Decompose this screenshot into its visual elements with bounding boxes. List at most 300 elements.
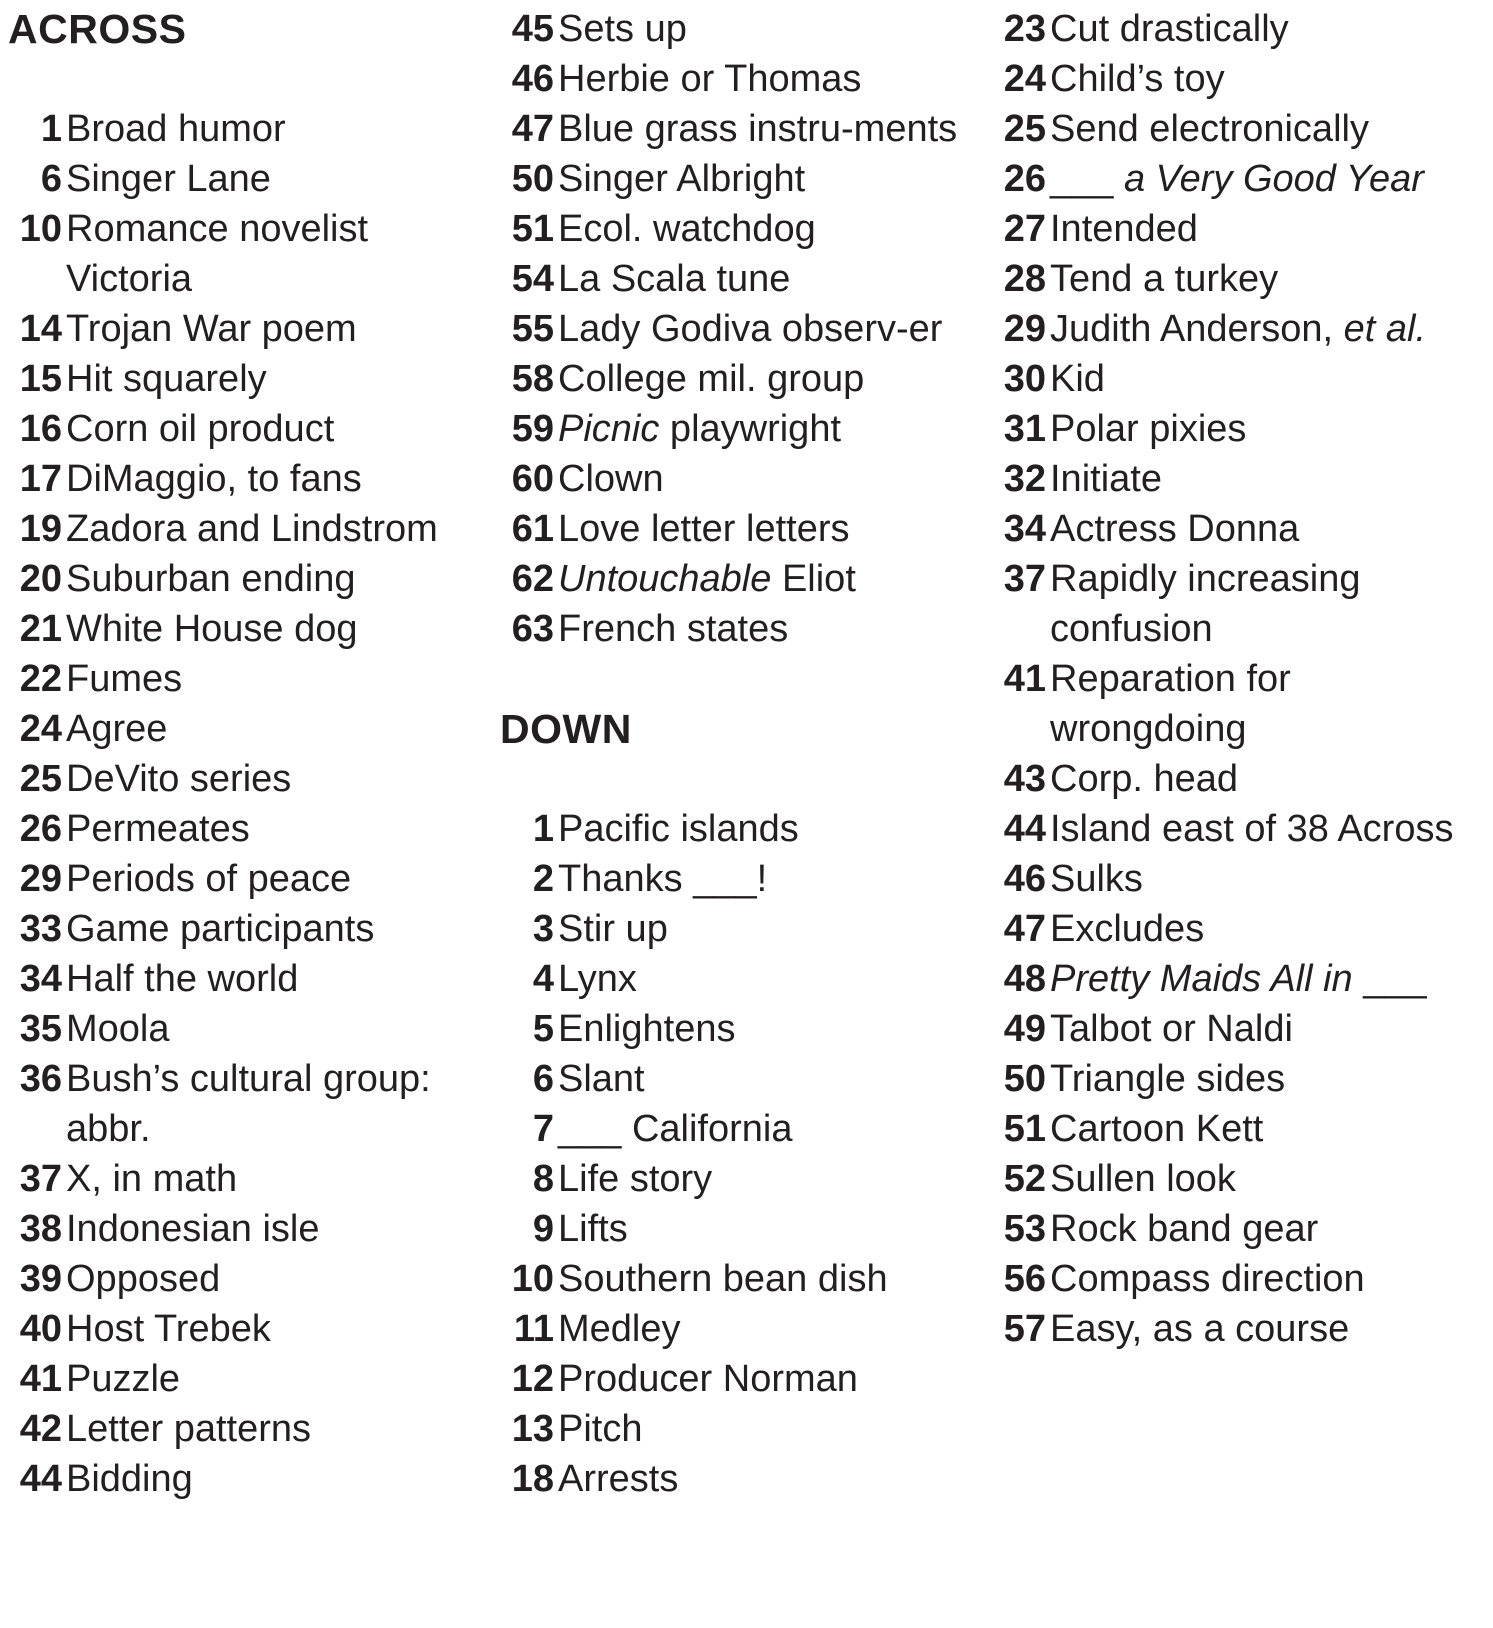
clue-item: [8, 1154, 478, 1204]
clue-item: [8, 604, 478, 654]
clue-text-segment: Talbot or Naldi: [1050, 1008, 1293, 1050]
clue-number: 57: [1003, 1308, 1046, 1350]
clue-number: 14: [19, 308, 62, 350]
clue-item: [500, 954, 970, 1004]
down-clue-list-continued: [992, 4, 1487, 1354]
clue-text-segment: Intended: [1050, 208, 1198, 250]
clue-number: 25: [19, 758, 62, 800]
clue-text-segment: Bidding: [66, 1458, 193, 1500]
clue-text-segment: Romance novelist Victoria: [66, 208, 369, 300]
clue-item: [500, 854, 970, 904]
clue-number: 35: [19, 1008, 62, 1050]
clue-item: [8, 904, 478, 954]
clue-text-segment: Medley: [558, 1308, 681, 1350]
clue-text: [62, 1004, 478, 1054]
clue-number: 11: [513, 1308, 554, 1350]
clue-text-segment: Rock band gear: [1050, 1208, 1319, 1250]
spacer: [500, 654, 970, 704]
clue-text-italic: Untouchable: [558, 558, 772, 600]
clue-item: [8, 304, 478, 354]
clue-text: [62, 854, 478, 904]
clue-text-segment: Producer Norman: [558, 1358, 858, 1400]
clue-text: [554, 554, 970, 604]
clue-number: 51: [511, 208, 554, 250]
clue-text-segment: Love letter letters: [558, 508, 850, 550]
clue-number: 41: [1003, 658, 1046, 700]
clue-number: 20: [19, 558, 62, 600]
clue-text-segment: Game participants: [66, 908, 375, 950]
clue-number: 15: [19, 358, 62, 400]
clue-text-segment: playwright: [659, 408, 842, 450]
clue-text-segment: Fumes: [66, 658, 183, 700]
clue-number: 53: [1003, 1208, 1046, 1250]
clue-number: 46: [511, 58, 554, 100]
clue-number: 34: [1003, 508, 1046, 550]
clue-text-segment: Compass direction: [1050, 1258, 1365, 1300]
clue-item: [992, 254, 1487, 304]
clue-text: [1046, 254, 1487, 304]
clue-item: [8, 1454, 478, 1504]
clue-item: [8, 1304, 478, 1354]
clue-text: [554, 504, 970, 554]
clue-item: [992, 204, 1487, 254]
clue-item: [500, 1254, 970, 1304]
clue-text-segment: Bush’s cultural group: abbr.: [66, 1058, 431, 1150]
clue-text: [1046, 554, 1487, 654]
clue-text-segment: Blue grass instru-ments: [558, 108, 958, 150]
clue-text-segment: White House dog: [66, 608, 358, 650]
clue-text-italic: et al.: [1343, 308, 1427, 350]
clue-text-segment: Tend a turkey: [1050, 258, 1279, 300]
clue-item: [500, 804, 970, 854]
clue-number: 49: [1003, 1008, 1046, 1050]
clue-text-segment: Thanks ___!: [558, 858, 768, 900]
clue-text-segment: Easy, as a course: [1050, 1308, 1350, 1350]
clue-item: [992, 1054, 1487, 1104]
clue-text-segment: Child’s toy: [1050, 58, 1225, 100]
clue-item: [500, 1404, 970, 1454]
clue-text: [62, 104, 478, 154]
clue-text-segment: ___ California: [558, 1108, 793, 1150]
clue-text: [62, 904, 478, 954]
clue-text-segment: Periods of peace: [66, 858, 352, 900]
clue-text-segment: Cartoon Kett: [1050, 1108, 1264, 1150]
clue-text-segment: Zadora and Lindstrom: [66, 508, 438, 550]
clue-number: 60: [511, 458, 554, 500]
clue-number: 27: [1003, 208, 1046, 250]
clue-number: 41: [19, 1358, 62, 1400]
clue-number: 50: [1003, 1058, 1046, 1100]
clue-item: [8, 154, 478, 204]
clue-number: 33: [19, 908, 62, 950]
clue-number: 52: [1003, 1158, 1046, 1200]
clue-number: 63: [511, 608, 554, 650]
clue-number: 30: [1003, 358, 1046, 400]
clue-item: [8, 504, 478, 554]
spacer: [500, 754, 970, 804]
clue-text: [1046, 954, 1487, 1004]
down-heading: DOWN: [500, 706, 632, 752]
clue-text: [1046, 354, 1487, 404]
clue-text-segment: Arrests: [558, 1458, 679, 1500]
clue-text-segment: Send electronically: [1050, 108, 1369, 150]
clue-item: [992, 354, 1487, 404]
clue-number: 42: [19, 1408, 62, 1450]
clue-number: 29: [19, 858, 62, 900]
clue-text: [554, 1304, 970, 1354]
clue-text-italic: a Very Good Year: [1123, 158, 1424, 200]
clue-text-segment: Suburban ending: [66, 558, 356, 600]
clue-text-segment: Reparation for wrongdoing: [1050, 658, 1291, 750]
clue-number: 47: [1003, 908, 1046, 950]
clue-item: [500, 1304, 970, 1354]
clue-item: [992, 504, 1487, 554]
clue-text-segment: French states: [558, 608, 789, 650]
clue-text: [554, 904, 970, 954]
clue-number: 24: [1003, 58, 1046, 100]
clue-text: [62, 504, 478, 554]
clue-text-segment: Indonesian isle: [66, 1208, 320, 1250]
clue-number: 48: [1003, 958, 1046, 1000]
clue-item: [992, 1154, 1487, 1204]
clue-text: [554, 104, 970, 154]
clue-text: [1046, 454, 1487, 504]
clue-text-segment: College mil. group: [558, 358, 865, 400]
clue-text: [62, 404, 478, 454]
clue-number: 37: [19, 1158, 62, 1200]
clue-number: 51: [1003, 1108, 1046, 1150]
clue-text-segment: Island east of 38 Across: [1050, 808, 1454, 850]
clue-text-italic: Picnic: [558, 408, 660, 450]
clue-text: [1046, 804, 1487, 854]
clue-text: [1046, 654, 1487, 754]
clue-item: [992, 1104, 1487, 1154]
clue-text: [1046, 1204, 1487, 1254]
clue-number: 19: [19, 508, 62, 550]
clue-number: 37: [1003, 558, 1046, 600]
clue-item: [992, 854, 1487, 904]
clue-item: [992, 154, 1487, 204]
clue-item: [992, 404, 1487, 454]
clue-text-segment: ___: [1050, 158, 1124, 200]
column-2: [500, 4, 970, 1504]
clue-text-segment: Excludes: [1050, 908, 1205, 950]
clue-text-segment: Host Trebek: [66, 1308, 271, 1350]
clue-text: [554, 354, 970, 404]
clue-number: 1: [532, 808, 554, 850]
clue-text: [62, 1054, 478, 1154]
clue-text: [62, 604, 478, 654]
clue-text-segment: Enlightens: [558, 1008, 736, 1050]
clue-item: [500, 1454, 970, 1504]
clue-text: [554, 1004, 970, 1054]
clue-item: [992, 54, 1487, 104]
clue-number: 44: [1003, 808, 1046, 850]
clue-text: [1046, 304, 1487, 354]
clue-text: [1046, 504, 1487, 554]
clue-number: 50: [511, 158, 554, 200]
clue-number: 17: [19, 458, 62, 500]
clue-item: [500, 554, 970, 604]
clue-number: 2: [532, 858, 554, 900]
clue-number: 47: [511, 108, 554, 150]
clue-text: [62, 554, 478, 604]
clue-item: [992, 104, 1487, 154]
clue-text-segment: Permeates: [66, 808, 250, 850]
clue-item: [8, 854, 478, 904]
clue-text: [1046, 1154, 1487, 1204]
clue-text-segment: Pitch: [558, 1408, 643, 1450]
clue-item: [500, 904, 970, 954]
clue-text-segment: Polar pixies: [1050, 408, 1247, 450]
clue-item: [500, 454, 970, 504]
clue-item: [500, 254, 970, 304]
clue-text-segment: Pacific islands: [558, 808, 799, 850]
clue-item: [992, 554, 1487, 654]
clue-text: [1046, 904, 1487, 954]
clue-item: [500, 354, 970, 404]
clue-number: 28: [1003, 258, 1046, 300]
clue-item: [500, 404, 970, 454]
clue-text: [62, 654, 478, 704]
clue-item: [992, 4, 1487, 54]
clue-number: 18: [511, 1458, 554, 1500]
clue-item: [992, 754, 1487, 804]
clue-text: [554, 1054, 970, 1104]
clue-text-segment: Singer Lane: [66, 158, 271, 200]
clue-number: 39: [19, 1258, 62, 1300]
clue-item: [992, 304, 1487, 354]
clue-number: 32: [1003, 458, 1046, 500]
clue-text: [1046, 754, 1487, 804]
clue-text: [62, 1304, 478, 1354]
clue-text: [554, 1254, 970, 1304]
clue-item: [500, 1204, 970, 1254]
clue-text: [1046, 854, 1487, 904]
clue-item: [500, 154, 970, 204]
clue-text: [554, 954, 970, 1004]
clue-item: [500, 1004, 970, 1054]
clue-item: [8, 1204, 478, 1254]
clue-text-segment: Southern bean dish: [558, 1258, 888, 1300]
clue-item: [992, 454, 1487, 504]
clue-text: [1046, 154, 1487, 204]
clue-item: [992, 654, 1487, 754]
clue-text: [554, 1454, 970, 1504]
clue-item: [992, 954, 1487, 1004]
clue-item: [8, 1404, 478, 1454]
clue-text-segment: DeVito series: [66, 758, 292, 800]
clue-text: [62, 954, 478, 1004]
clue-number: 45: [511, 8, 554, 50]
clue-item: [500, 54, 970, 104]
clue-text: [554, 304, 970, 354]
down-clue-list: [500, 804, 970, 1504]
clue-text: [62, 1354, 478, 1404]
clue-text: [62, 454, 478, 504]
clue-text: [62, 354, 478, 404]
clue-item: [8, 1254, 478, 1304]
clue-number: 21: [19, 608, 62, 650]
clue-text-segment: ___: [1363, 958, 1427, 1000]
spacer: [8, 54, 478, 104]
clue-text-segment: Moola: [66, 1008, 170, 1050]
clue-text-segment: Ecol. watchdog: [558, 208, 816, 250]
clue-number: 54: [511, 258, 554, 300]
clue-text: [62, 1154, 478, 1204]
clue-text: [62, 1404, 478, 1454]
clue-text: [62, 704, 478, 754]
clue-text-segment: Opposed: [66, 1258, 221, 1300]
clue-text-segment: Slant: [558, 1058, 645, 1100]
clue-text-segment: Lifts: [558, 1208, 628, 1250]
clue-text-segment: Clown: [558, 458, 664, 500]
clue-number: 44: [19, 1458, 62, 1500]
clue-text: [62, 1204, 478, 1254]
clue-number: 31: [1003, 408, 1046, 450]
clue-item: [992, 804, 1487, 854]
clue-text-segment: Sets up: [558, 8, 687, 50]
clue-number: 56: [1003, 1258, 1046, 1300]
clue-number: 58: [511, 358, 554, 400]
clue-text: [62, 304, 478, 354]
across-clue-list: [8, 104, 478, 1504]
clue-item: [500, 304, 970, 354]
clue-text: [1046, 4, 1487, 54]
clue-text: [554, 1204, 970, 1254]
clue-text: [62, 154, 478, 204]
clue-text-segment: Singer Albright: [558, 158, 806, 200]
clue-number: 12: [511, 1358, 554, 1400]
clue-text: [1046, 1254, 1487, 1304]
clue-number: 25: [1003, 108, 1046, 150]
clue-text-segment: Stir up: [558, 908, 668, 950]
clue-text-segment: Actress Donna: [1050, 508, 1300, 550]
clue-text-segment: Corp. head: [1050, 758, 1239, 800]
clue-text: [554, 1354, 970, 1404]
clue-text-segment: Hit squarely: [66, 358, 267, 400]
clue-text: [554, 854, 970, 904]
clue-text-segment: Lynx: [558, 958, 637, 1000]
clue-text: [554, 4, 970, 54]
clue-item: [8, 404, 478, 454]
clue-number: 40: [19, 1308, 62, 1350]
clue-number: 16: [19, 408, 62, 450]
clue-number: 59: [511, 408, 554, 450]
clue-number: 4: [532, 958, 554, 1000]
clue-number: 9: [532, 1208, 554, 1250]
clue-item: [500, 1154, 970, 1204]
clue-text-segment: Herbie or Thomas: [558, 58, 862, 100]
clue-number: 46: [1003, 858, 1046, 900]
clue-text-segment: Rapidly increasing confusion: [1050, 558, 1361, 650]
clue-item: [8, 204, 478, 304]
clue-number: 36: [19, 1058, 62, 1100]
clue-text: [554, 804, 970, 854]
clue-text: [1046, 54, 1487, 104]
clue-item: [8, 1054, 478, 1154]
clue-text-segment: Cut drastically: [1050, 8, 1289, 50]
clue-text: [62, 1254, 478, 1304]
clue-text-segment: Initiate: [1050, 458, 1162, 500]
clue-text: [554, 154, 970, 204]
clue-text-segment: Lady Godiva observ-er: [558, 308, 943, 350]
clue-item: [8, 804, 478, 854]
clue-text-italic: Pretty Maids All in: [1050, 958, 1364, 1000]
clue-item: [8, 954, 478, 1004]
clue-item: [500, 4, 970, 54]
clue-text: [62, 754, 478, 804]
clue-text-segment: Sulks: [1050, 858, 1143, 900]
clue-item: [500, 1054, 970, 1104]
clue-item: [992, 904, 1487, 954]
clue-text: [1046, 1004, 1487, 1054]
clue-text: [554, 454, 970, 504]
clue-number: 38: [19, 1208, 62, 1250]
clue-text-segment: Eliot: [771, 558, 856, 600]
clue-item: [8, 454, 478, 504]
clue-text: [554, 1104, 970, 1154]
clue-item: [8, 704, 478, 754]
clue-text: [554, 1404, 970, 1454]
clue-text-segment: Agree: [66, 708, 168, 750]
clue-item: [8, 754, 478, 804]
clue-number: 43: [1003, 758, 1046, 800]
clue-text-segment: Letter patterns: [66, 1408, 312, 1450]
clue-number: 23: [1003, 8, 1046, 50]
clue-item: [992, 1304, 1487, 1354]
clue-number: 62: [511, 558, 554, 600]
clue-text: [554, 1154, 970, 1204]
clue-text-segment: Life story: [558, 1158, 713, 1200]
clue-text: [554, 254, 970, 304]
clue-number: 6: [532, 1058, 554, 1100]
clue-text-segment: Puzzle: [66, 1358, 181, 1400]
clue-text-segment: Kid: [1050, 358, 1105, 400]
clue-number: 55: [511, 308, 554, 350]
clue-text-segment: Corn oil product: [66, 408, 335, 450]
clue-number: 26: [1003, 158, 1046, 200]
clue-item: [500, 204, 970, 254]
clue-text-segment: Sullen look: [1050, 1158, 1236, 1200]
clue-number: 24: [19, 708, 62, 750]
clue-number: 7: [532, 1108, 554, 1150]
clue-number: 29: [1003, 308, 1046, 350]
clue-text-segment: Trojan War poem: [66, 308, 357, 350]
clue-number: 61: [511, 508, 554, 550]
clue-item: [500, 604, 970, 654]
clue-number: 34: [19, 958, 62, 1000]
clue-item: [8, 654, 478, 704]
clue-number: 22: [19, 658, 62, 700]
clue-number: 6: [40, 158, 62, 200]
clue-text-segment: Broad humor: [66, 108, 286, 150]
clue-text: [554, 54, 970, 104]
clue-item: [500, 1104, 970, 1154]
clue-item: [8, 1004, 478, 1054]
clue-text: [62, 1454, 478, 1504]
clue-text: [1046, 404, 1487, 454]
across-heading: ACROSS: [8, 6, 187, 52]
clue-number: 3: [532, 908, 554, 950]
column-3: [992, 4, 1487, 1354]
across-clue-list-continued: [500, 4, 970, 654]
clue-text: [62, 204, 478, 304]
clue-item: [992, 1004, 1487, 1054]
clue-item: [500, 104, 970, 154]
clue-item: [8, 554, 478, 604]
clue-text-segment: Half the world: [66, 958, 299, 1000]
